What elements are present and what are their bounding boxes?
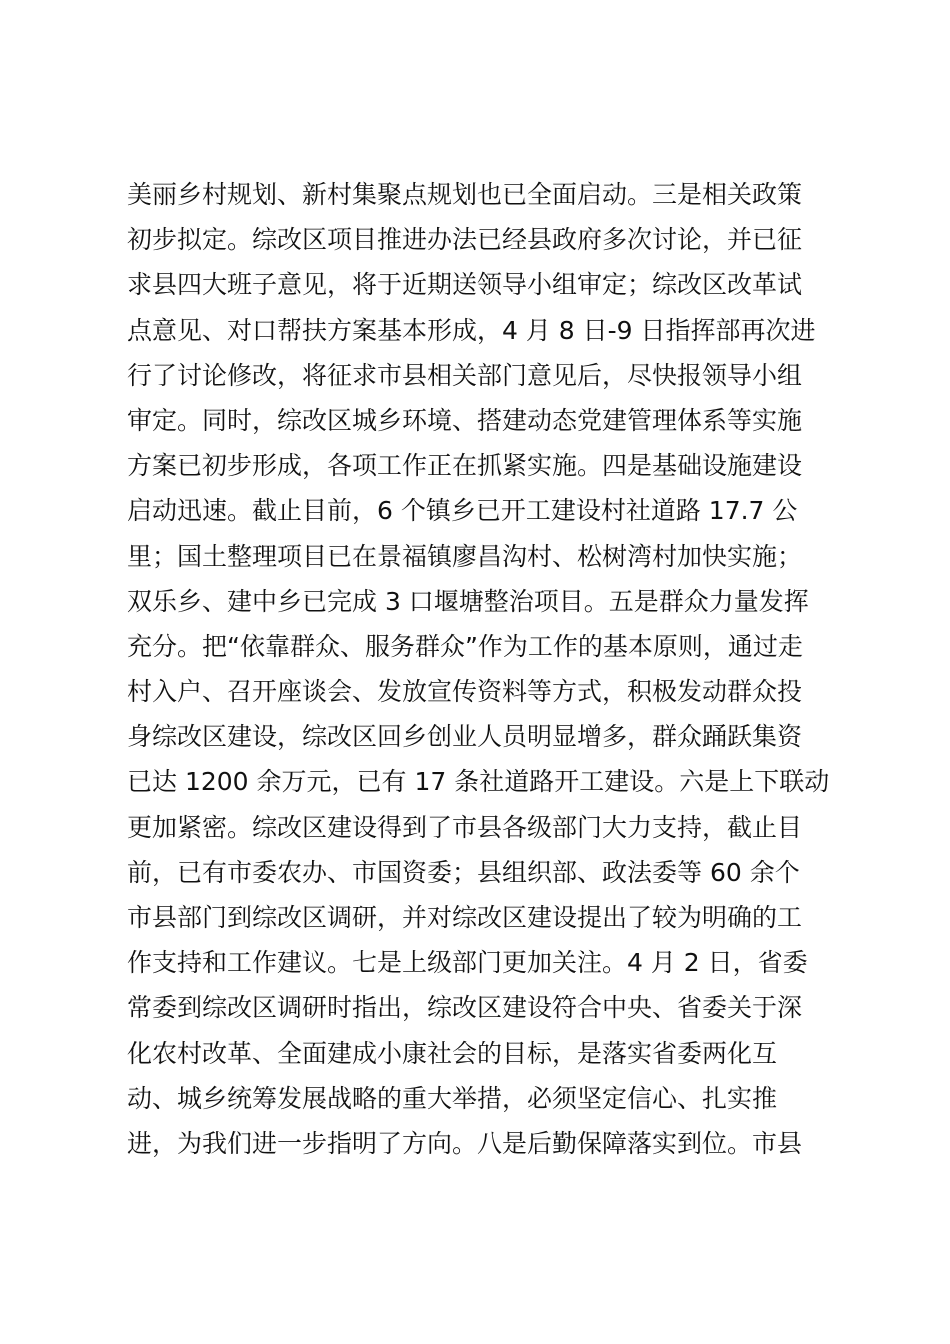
text-line: 审定。同时，综改区城乡环境、搭建动态党建管理体系等实施 xyxy=(127,405,803,435)
text-line: 点意见、对口帮扶方案基本形成，4 月 8 日-9 日指挥部再次进 xyxy=(127,315,816,345)
text-line: 前，已有市委农办、市国资委；县组织部、政法委等 60 余个 xyxy=(127,857,800,887)
text-line: 化农村改革、全面建成小康社会的目标，是落实省委两化互 xyxy=(127,1038,778,1068)
text-line: 动、城乡统筹发展战略的重大举措，必须坚定信心、扎实推 xyxy=(127,1083,778,1113)
body-paragraph xyxy=(127,172,847,1166)
text-line: 作支持和工作建议。七是上级部门更加关注。4 月 2 日，省委 xyxy=(127,948,808,978)
text-line: 方案已初步形成，各项工作正在抓紧实施。四是基础设施建设 xyxy=(127,451,803,481)
text-line: 常委到综改区调研时指出，综改区建设符合中央、省委关于深 xyxy=(127,993,803,1023)
text-line: 里；国土整理项目已在景福镇廖昌沟村、松树湾村加快实施； xyxy=(127,541,803,571)
text-line: 身综改区建设，综改区回乡创业人员明显增多，群众踊跃集资 xyxy=(127,722,803,752)
text-line: 市县部门到综改区调研，并对综改区建设提出了较为明确的工 xyxy=(127,903,803,932)
text-line: 进，为我们进一步指明了方向。八是后勤保障落实到位。市县 xyxy=(127,1128,803,1158)
text-line: 已达 1200 余万元，已有 17 条社道路开工建设。六是上下联动 xyxy=(127,767,830,797)
text-line: 村入户、召开座谈会、发放宣传资料等方式，积极发动群众投 xyxy=(127,677,803,707)
text-line: 初步拟定。综改区项目推进办法已经县政府多次讨论，并已征 xyxy=(127,225,803,255)
text-line: 行了讨论修改，将征求市县相关部门意见后，尽快报领导小组 xyxy=(127,360,803,390)
text-line: 更加紧密。综改区建设得到了市县各级部门大力支持，截止目 xyxy=(127,812,803,842)
text-line: 求县四大班子意见，将于近期送领导小组审定；综改区改革试 xyxy=(127,270,803,300)
text-line: 双乐乡、建中乡已完成 3 口堰塘整治项目。五是群众力量发挥 xyxy=(127,586,809,616)
text-line: 充分。把“依靠群众、服务群众”作为工作的基本原则，通过走 xyxy=(127,631,803,661)
text-line: 美丽乡村规划、新村集聚点规划也已全面启动。三是相关政策 xyxy=(127,180,803,209)
text-line: 启动迅速。截止目前，6 个镇乡已开工建设村社道路 17.7 公 xyxy=(127,496,798,526)
